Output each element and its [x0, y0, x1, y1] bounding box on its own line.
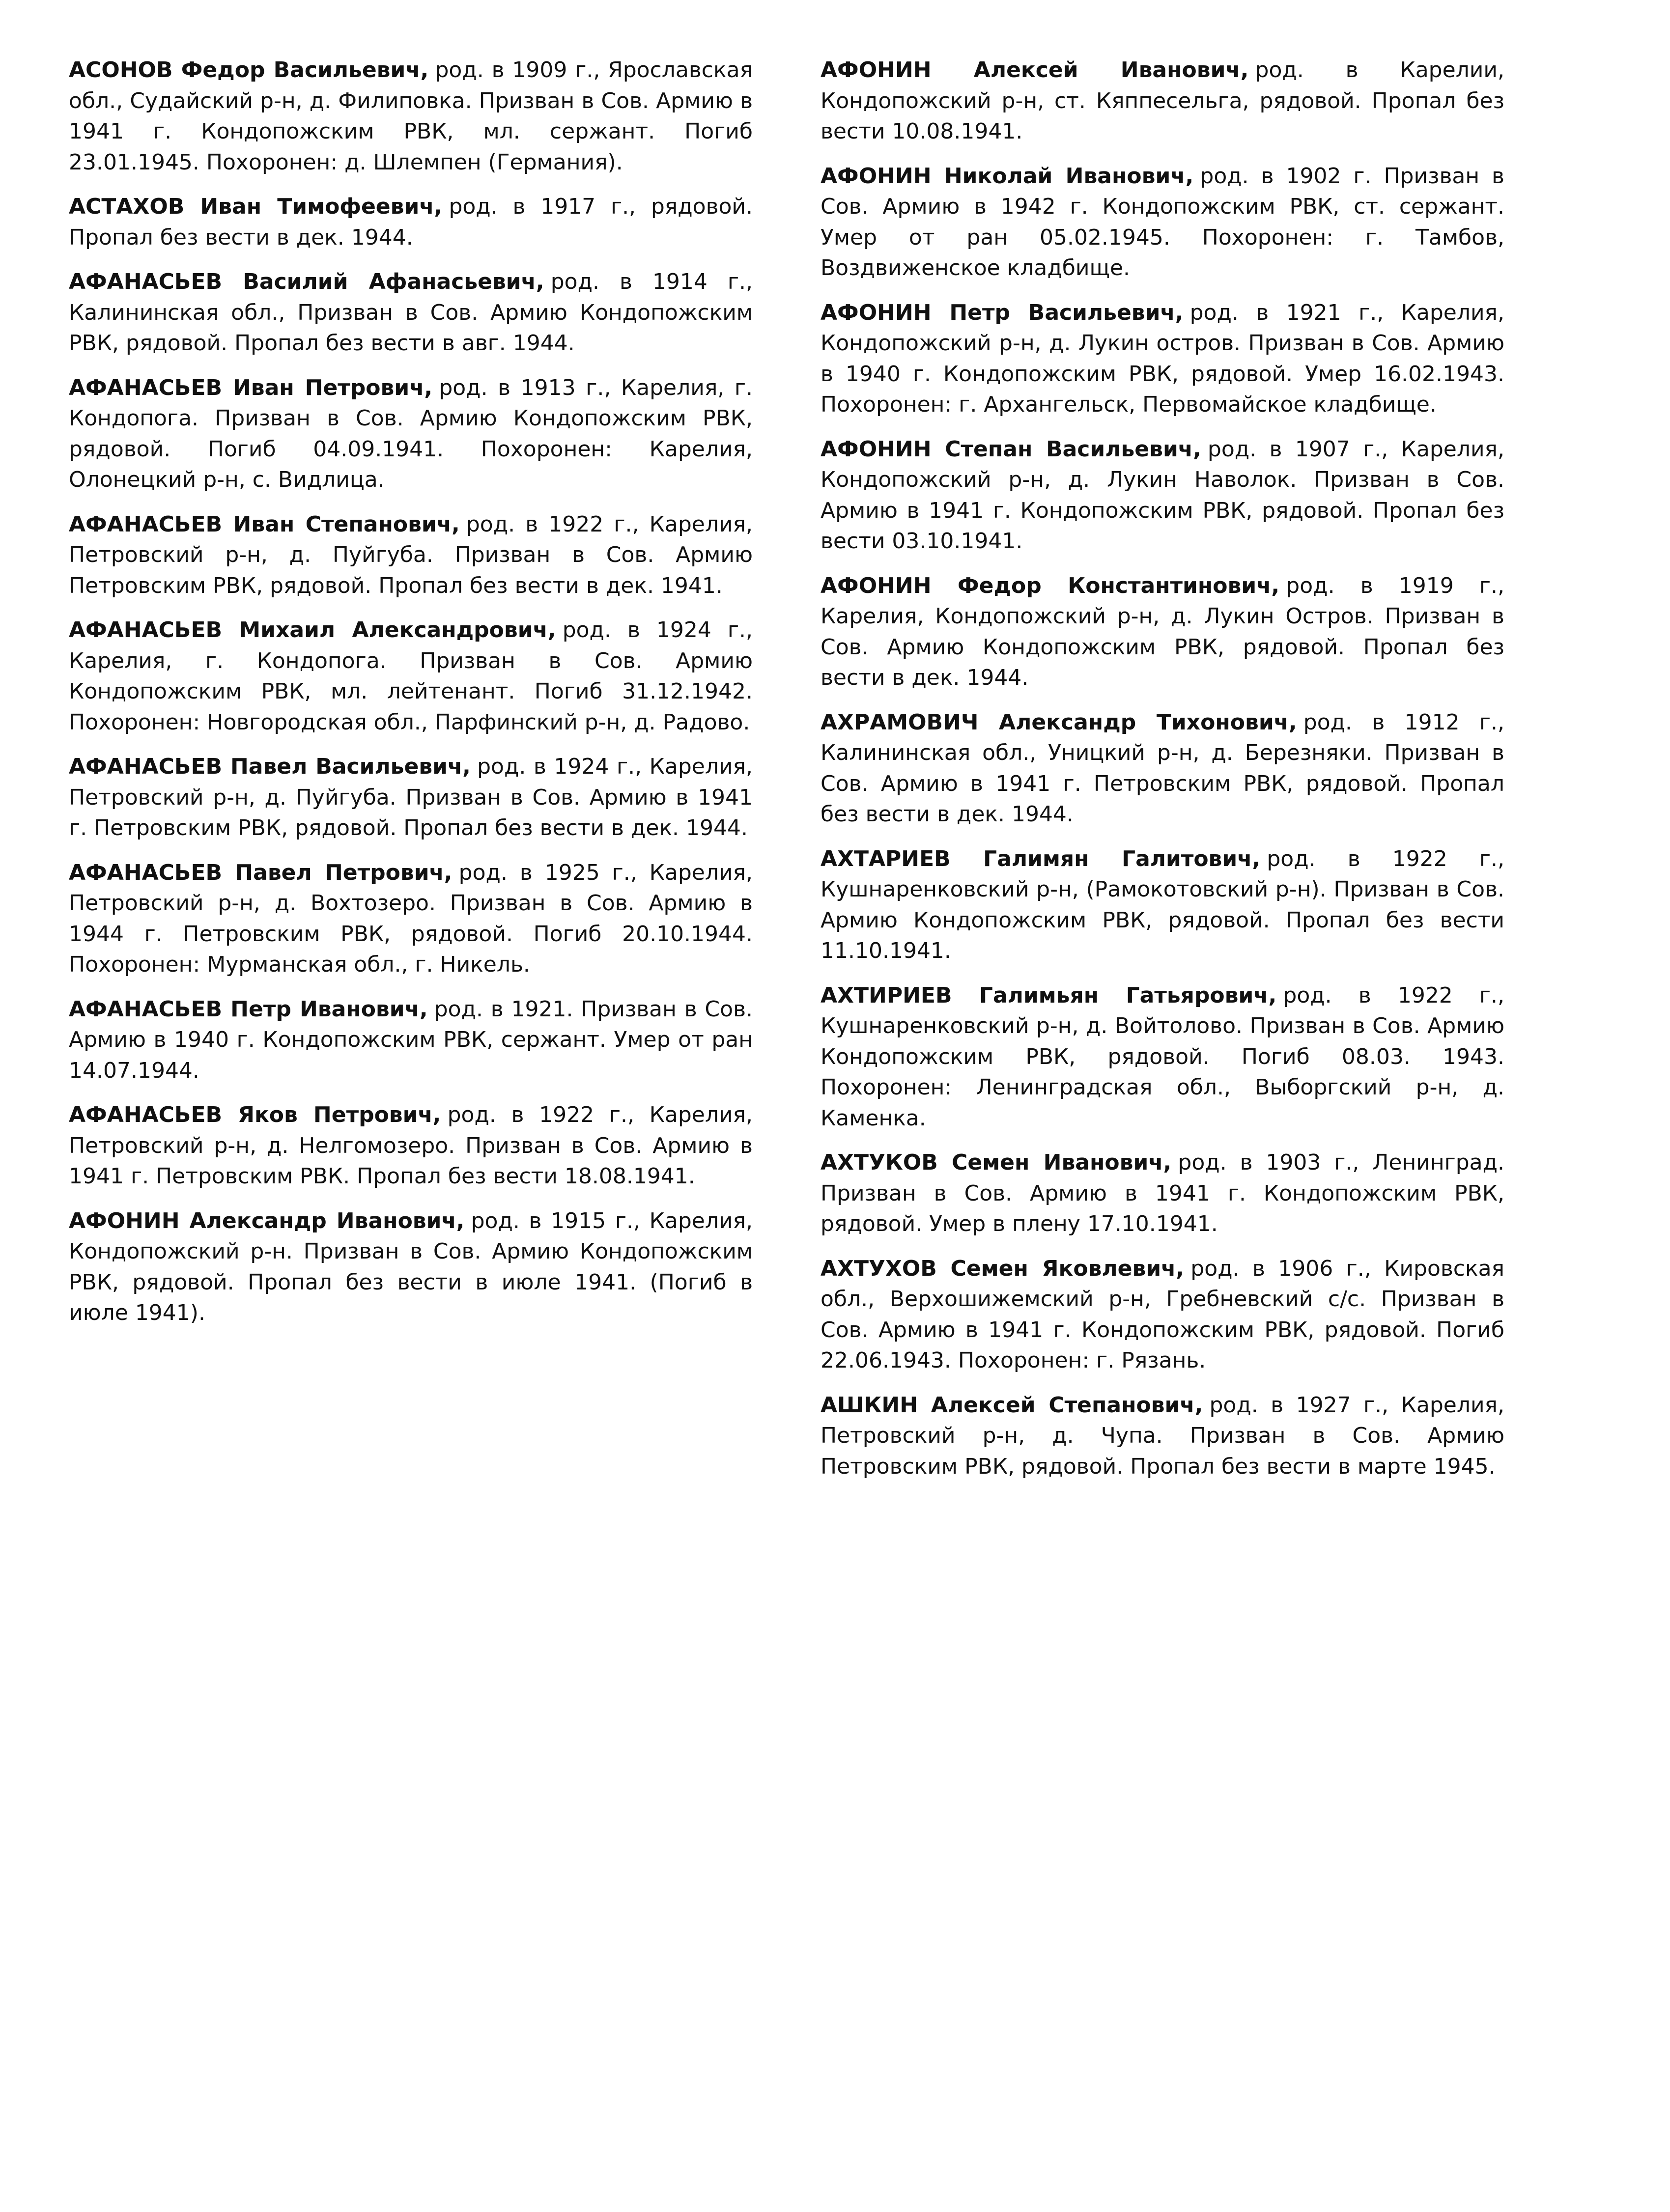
entry-name: АФОНИН Степан Васильевич, [821, 436, 1201, 462]
entry [69, 373, 753, 496]
entry-name: АСТАХОВ Иван Тимофеевич, [69, 194, 443, 219]
entry-name: АФАНАСЬЕВ Павел Васильевич, [69, 754, 471, 779]
entry-name: АФОНИН Николай Иванович, [821, 163, 1194, 189]
entry-text: род. в 1922 г., Кушнаренковский р-н, д. Войтолово. Призван в Сов. Армию Кондопожским РВК, рядовой. Погиб 08.03. 1943. Похоронен: Ленинградская обл., Выборгский р-н, д. Каменка. [821, 982, 1504, 1131]
entry [69, 615, 753, 738]
entry [821, 55, 1504, 147]
entry-text: род. в 1917 г., рядовой. Пропал без вести в дек. 1944. [69, 194, 753, 250]
entry [821, 298, 1504, 420]
entry-name: АФАНАСЬЕВ Яков Петрович, [69, 1102, 441, 1127]
entry [69, 994, 753, 1087]
entry [821, 1390, 1504, 1483]
entry-text: род. в 1921 г., Карелия, Кондопожский р-н, д. Лукин остров. Призван в Сов. Армию в 1940 г. Кондопожским РВК, рядовой. Умер 16.02.1943. Похоронен: г. Архангельск, Первомайское кладбище. [821, 300, 1504, 417]
entry-name: АФОНИН Федор Константинович, [821, 573, 1280, 598]
entry [821, 1148, 1504, 1240]
entry [69, 1100, 753, 1192]
entry [821, 434, 1504, 557]
entry-name: АФАНАСЬЕВ Василий Афанасьевич, [69, 269, 544, 294]
entry-name: АШКИН Алексей Степанович, [821, 1392, 1203, 1418]
entry [821, 161, 1504, 284]
entry [69, 1206, 753, 1329]
entry-name: АХРАМОВИЧ Александр Тихонович, [821, 709, 1297, 735]
entry-name: АХТУХОВ Семен Яковлевич, [821, 1256, 1185, 1281]
entry [69, 192, 753, 253]
entry-text: род. в 1909 г., Ярославская обл., Судайский р-н, д. Филиповка. Призван в Сов. Армию в 1941 г. Кондопожским РВК, мл. сержант. Погиб 23.01.1945. Похоронен: д. Шлемпен (Германия). [69, 57, 753, 175]
entry-text: род. в 1927 г., Карелия, Петровский р-н, д. Чупа. Призван в Сов. Армию Петровским РВК, рядовой. Пропал без вести в марте 1945. [821, 1392, 1504, 1479]
entry-text: род. в 1922 г., Кушнаренковский р-н, (Рамокотовский р-н). Призван в Сов. Армию Кондопожским РВК, рядовой. Пропал без вести 11.10.1941. [821, 846, 1504, 963]
entry-text: род. в 1919 г., Карелия, Кондопожский р-н, д. Лукин Остров. Призван в Сов. Армию Кондопожским РВК, рядовой. Пропал без вести в дек. 1944. [821, 573, 1505, 690]
entry-text: род. в 1915 г., Карелия, Кондопожский р-н. Призван в Сов. Армию Кондопожским РВК, рядовой. Пропал без вести в июле 1941. (Погиб в июле 1941). [69, 1208, 753, 1325]
entry [69, 267, 753, 359]
entry-name: АФАНАСЬЕВ Михаил Александрович, [69, 617, 556, 643]
entry-name: АХТИРИЕВ Галимьян Гатьярович, [821, 982, 1277, 1008]
entry-name: АФАНАСЬЕВ Иван Петрович, [69, 375, 433, 400]
entry [69, 858, 753, 980]
entry-name: АХТАРИЕВ Галимян Галитович, [821, 846, 1261, 871]
entry-name: АФАНАСЬЕВ Павел Петрович, [69, 860, 453, 885]
entry-text: род. в 1903 г., Ленинград. Призван в Сов. Армию в 1941 г. Кондопожским РВК, рядовой. Умер в плену 17.10.1941. [821, 1150, 1505, 1236]
entry [821, 980, 1504, 1134]
entry-text: род. в 1914 г., Калининская обл., Призван в Сов. Армию Кондопожским РВК, рядовой. Пропал без вести в авг. 1944. [69, 269, 753, 356]
entry-text: род. в 1902 г. Призван в Сов. Армию в 1942 г. Кондопожским РВК, ст. сержант. Умер от ран 05.02.1945. Похоронен: г. Тамбов, Воздвиженское кладбище. [821, 163, 1504, 280]
entry-name: АФОНИН Александр Иванович, [69, 1208, 465, 1233]
entry-text: род. в 1907 г., Карелия, Кондопожский р-н, д. Лукин Наволок. Призван в Сов. Армию в 1941 г. Кондопожским РВК, рядовой. Пропал без вести 03.10.1941. [821, 436, 1504, 554]
entry-text: род. в Карелии, Кондопожский р-н, ст. Кяппесельга, рядовой. Пропал без вести 10.08.1941. [821, 57, 1504, 144]
right-column [821, 55, 1504, 1496]
entry-text: род. в 1921. Призван в Сов. Армию в 1940 г. Кондопожским РВК, сержант. Умер от ран 14.07.1944. [69, 996, 753, 1083]
entry-text: род. в 1922 г., Карелия, Петровский р-н, д. Нелгомозеро. Призван в Сов. Армию в 1941 г. Петровским РВК. Пропал без вести 18.08.1941. [69, 1102, 753, 1189]
entry [69, 752, 753, 844]
entry [821, 1254, 1504, 1376]
entry [821, 844, 1504, 967]
entry-name: АСОНОВ Федор Васильевич, [69, 57, 429, 83]
entry-text: род. в 1913 г., Карелия, г. Кондопога. Призван в Сов. Армию Кондопожским РВК, рядовой. Погиб 04.09.1941. Похоронен: Карелия, Олонецкий р-н, с. Видлица. [69, 375, 753, 492]
entry-text: род. в 1922 г., Карелия, Петровский р-н, д. Пуйгуба. Призван в Сов. Армию Петровским РВК, рядовой. Пропал без вести в дек. 1941. [69, 511, 753, 598]
entry [69, 55, 753, 178]
entry-name: АФОНИН Петр Васильевич, [821, 300, 1184, 325]
entry-text: род. в 1906 г., Кировская обл., Верхошижемский р-н, Гребневский с/с. Призван в Сов. Армию в 1941 г. Кондопожским РВК, рядовой. Погиб 22.06.1943. Похоронен: г. Рязань. [821, 1256, 1504, 1373]
entry-text: род. в 1925 г., Карелия, Петровский р-н, д. Вохтозеро. Призван в Сов. Армию в 1944 г. Петровским РВК, рядовой. Погиб 20.10.1944. Похоронен: Мурманская обл., г. Никель. [69, 860, 753, 977]
entry-text: род. в 1924 г., Карелия, г. Кондопога. Призван в Сов. Армию Кондопожским РВК, мл. лейтенант. Погиб 31.12.1942. Похоронен: Новгородская обл., Парфинский р-н, д. Радово. [69, 617, 753, 735]
entry-name: АХТУКОВ Семен Иванович, [821, 1150, 1172, 1175]
entry [69, 509, 753, 602]
entry-name: АФОНИН Алексей Иванович, [821, 57, 1249, 83]
entry-text: род. в 1924 г., Карелия, Петровский р-н, д. Пуйгуба. Призван в Сов. Армию в 1941 г. Петровским РВК, рядовой. Пропал без вести в дек. 1944. [69, 754, 753, 840]
entry [821, 571, 1504, 694]
entry-name: АФАНАСЬЕВ Петр Иванович, [69, 996, 428, 1022]
left-column [69, 55, 753, 1343]
entry [821, 707, 1504, 830]
entry-name: АФАНАСЬЕВ Иван Степанович, [69, 511, 460, 537]
entry-text: род. в 1912 г., Калининская обл., Уницкий р-н, д. Березняки. Призван в Сов. Армию в 1941 г. Петровским РВК, рядовой. Пропал без вести в дек. 1944. [821, 709, 1505, 827]
